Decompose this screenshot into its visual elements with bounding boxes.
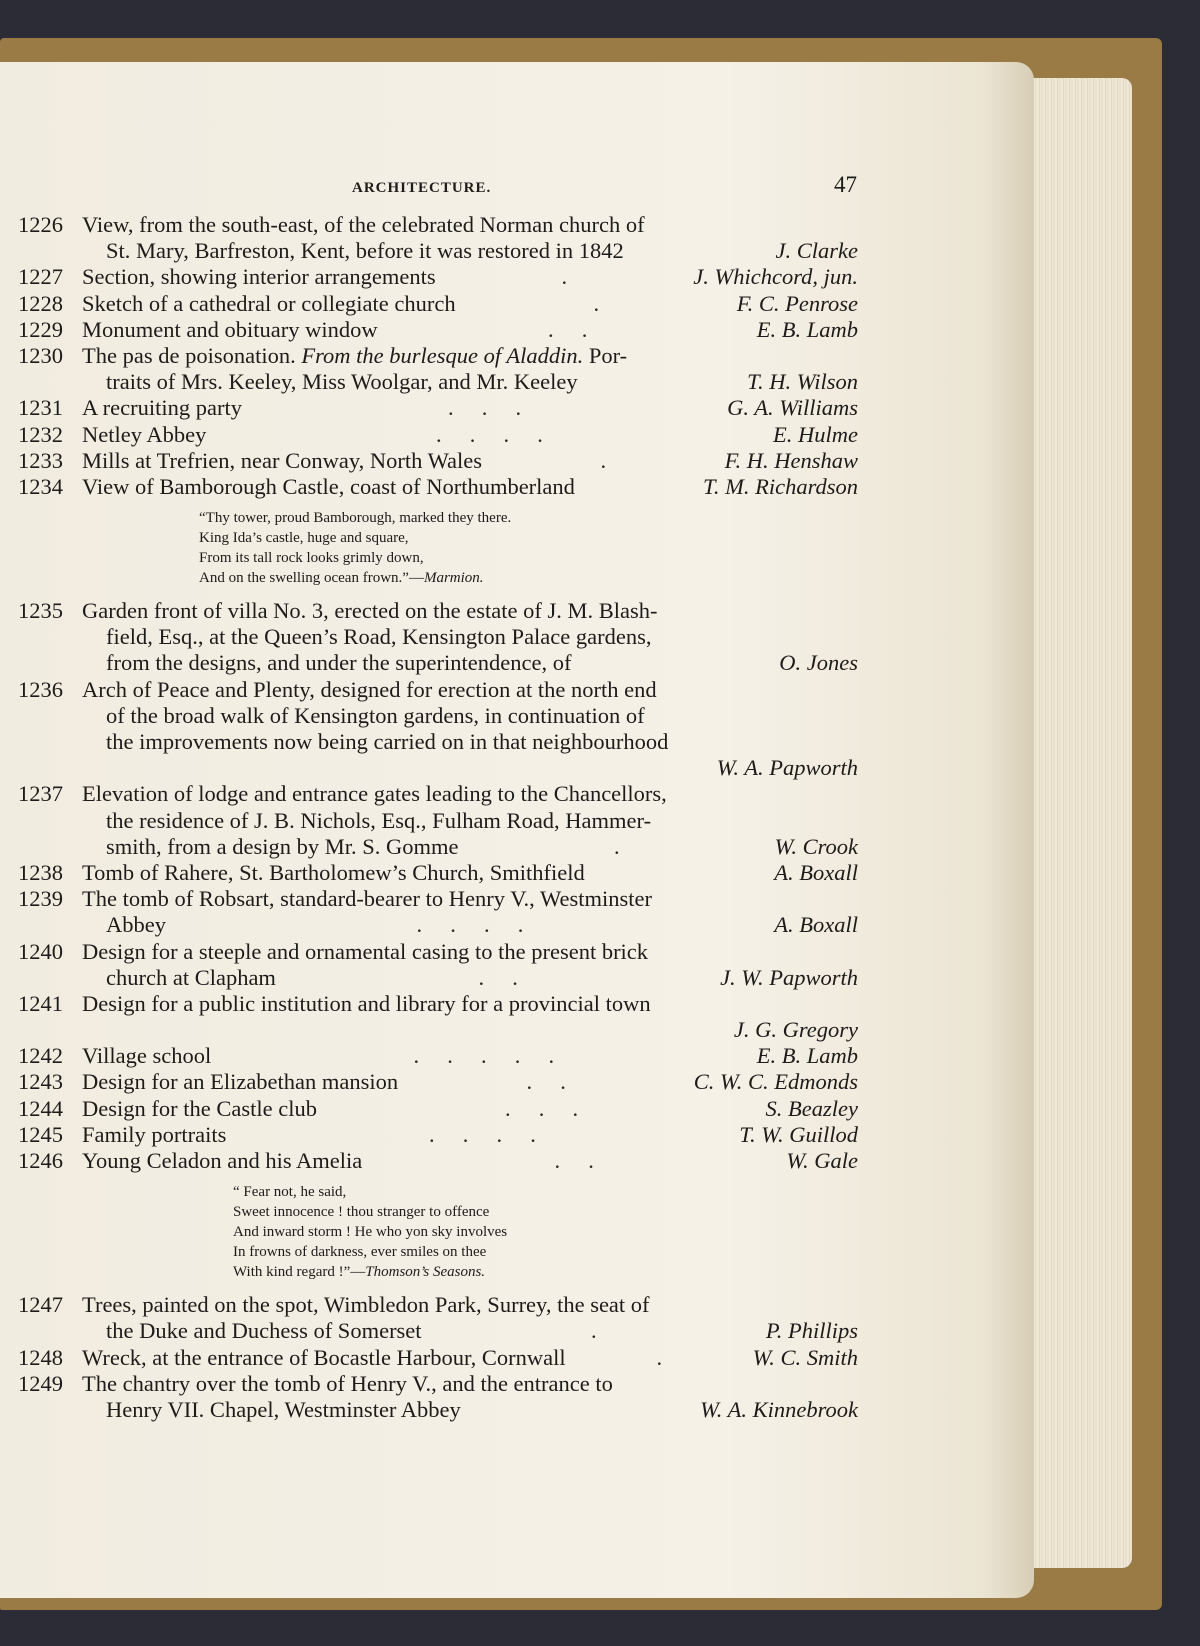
dot-leaders: . . bbox=[526, 1069, 566, 1095]
entry-line bbox=[18, 317, 858, 343]
entry-title: Elevation of lodge and entrance gates leading to the Chancellors, bbox=[82, 781, 667, 807]
entry-line bbox=[18, 1017, 858, 1043]
entry-number: 1228 bbox=[18, 290, 63, 316]
entry-title: Young Celadon and his Amelia bbox=[82, 1148, 363, 1173]
catalogue-entry bbox=[18, 395, 858, 421]
entry-line bbox=[18, 624, 858, 650]
dot-leaders: . . . . bbox=[416, 912, 524, 938]
entry-line bbox=[18, 1345, 858, 1371]
entry-line bbox=[18, 755, 858, 781]
quote-line: “Thy tower, proud Bamborough, marked they there. bbox=[199, 510, 512, 527]
artist-name: A. Boxall bbox=[774, 912, 858, 938]
artist-name: J. Clarke bbox=[775, 238, 858, 264]
entry-line bbox=[18, 343, 858, 369]
entry-title: traits of Mrs. Keeley, Miss Woolgar, and Mr. Keeley bbox=[106, 369, 578, 395]
entry-title: field, Esq., at the Queen’s Road, Kensington Palace gardens, bbox=[106, 624, 652, 650]
entry-title: A recruiting party bbox=[82, 395, 242, 421]
entry-title: Design for an Elizabethan mansion bbox=[82, 1069, 399, 1095]
entry-line bbox=[18, 422, 858, 448]
entry-line bbox=[18, 650, 858, 676]
catalogue-entry bbox=[18, 939, 858, 991]
quote-attribution: Thomson’s Seasons. bbox=[365, 1264, 486, 1281]
running-head bbox=[352, 172, 857, 202]
dot-leaders: . . bbox=[554, 1148, 594, 1173]
catalogue-list bbox=[18, 212, 858, 1423]
artist-name: W. A. Papworth bbox=[716, 755, 858, 781]
catalogue-entry bbox=[18, 1122, 858, 1148]
entry-number: 1236 bbox=[18, 676, 63, 702]
quotation-seasons bbox=[233, 1182, 858, 1282]
entry-number: 1233 bbox=[18, 447, 63, 473]
catalogue-entry bbox=[18, 781, 858, 860]
quote-line: Sweet innocence ! thou stranger to offence bbox=[233, 1204, 490, 1221]
entry-number: 1247 bbox=[18, 1292, 63, 1318]
artist-name: T. W. Guillod bbox=[739, 1121, 858, 1147]
quote-line: King Ida’s castle, huge and square, bbox=[199, 530, 409, 547]
artist-name: P. Phillips bbox=[765, 1318, 858, 1344]
entry-line bbox=[18, 965, 858, 991]
entry-line bbox=[18, 212, 858, 238]
artist-name: O. Jones bbox=[779, 650, 858, 676]
quote-line: With kind regard !”—Thomson’s Seasons. bbox=[233, 1264, 486, 1281]
entry-title: View of Bamborough Castle, coast of Northumberland bbox=[82, 473, 575, 499]
entry-title: Monument and obituary window bbox=[82, 316, 378, 342]
entry-line bbox=[18, 729, 858, 755]
dot-leaders: . bbox=[591, 1318, 597, 1344]
entry-number: 1248 bbox=[18, 1344, 63, 1370]
dot-leaders: . bbox=[656, 1344, 663, 1370]
entry-line bbox=[18, 1043, 858, 1069]
entry-line bbox=[18, 1397, 858, 1423]
entry-number: 1234 bbox=[18, 473, 63, 499]
artist-name: J. Whichcord, jun. bbox=[693, 264, 858, 290]
catalogue-entry bbox=[18, 860, 858, 886]
entry-title: Village school bbox=[82, 1043, 212, 1069]
entry-line bbox=[18, 395, 858, 421]
quote-line: And on the swelling ocean frown.”—Marmion. bbox=[199, 570, 484, 587]
entry-title: Design for the Castle club bbox=[82, 1095, 317, 1121]
catalogue-entry bbox=[18, 1096, 858, 1122]
artist-name: J. W. Papworth bbox=[720, 964, 858, 990]
catalogue-entry bbox=[18, 343, 858, 395]
entry-title-italic: From the burlesque of Aladdin. bbox=[295, 342, 584, 368]
entry-line bbox=[18, 598, 858, 624]
entry-line bbox=[18, 886, 858, 912]
entry-title: The pas de poisonation. From the burlesque of Aladdin. Por- bbox=[82, 342, 628, 368]
catalogue-entry bbox=[18, 291, 858, 317]
dot-leaders: . bbox=[593, 290, 600, 316]
catalogue-entry bbox=[18, 886, 858, 938]
entry-title: Trees, painted on the spot, Wimbledon Park, Surrey, the seat of bbox=[82, 1292, 650, 1318]
dot-leaders: . . . . bbox=[436, 421, 543, 447]
entry-title: the improvements now being carried on in that neighbourhood bbox=[106, 729, 669, 754]
entry-title: The chantry over the tomb of Henry V., and the entrance to bbox=[82, 1370, 613, 1396]
entry-line bbox=[18, 834, 858, 860]
artist-name: E. Hulme bbox=[773, 421, 858, 447]
entry-title: the Duke and Duchess of Somerset bbox=[106, 1318, 422, 1344]
catalogue-entry bbox=[18, 1371, 858, 1423]
artist-name: W. Gale bbox=[786, 1148, 858, 1173]
entry-line bbox=[18, 781, 858, 807]
book-page bbox=[0, 62, 1034, 1598]
entry-number: 1232 bbox=[18, 421, 63, 447]
dot-leaders: . . . bbox=[448, 395, 522, 421]
artist-name: F. H. Henshaw bbox=[724, 447, 858, 473]
artist-name: W. Crook bbox=[774, 833, 858, 859]
entry-number: 1229 bbox=[18, 316, 63, 342]
catalogue-entry bbox=[18, 317, 858, 343]
dot-leaders: . . bbox=[548, 316, 588, 342]
entry-title: Garden front of villa No. 3, erected on the estate of J. M. Blash- bbox=[82, 598, 658, 624]
catalogue-entry bbox=[18, 1043, 858, 1069]
quote-line: From its tall rock looks grimly down, bbox=[199, 550, 424, 567]
entry-title: smith, from a design by Mr. S. Gomme bbox=[106, 833, 459, 859]
entry-number: 1243 bbox=[18, 1069, 63, 1095]
artist-name: E. B. Lamb bbox=[756, 1043, 858, 1069]
dot-leaders: . . . . bbox=[429, 1121, 536, 1147]
artist-name: T. M. Richardson bbox=[703, 473, 858, 499]
artist-name: T. H. Wilson bbox=[747, 369, 858, 395]
entry-title: Section, showing interior arrangements bbox=[82, 264, 436, 290]
entry-line bbox=[18, 1148, 858, 1174]
entry-title: Mills at Trefrien, near Conway, North Wales bbox=[82, 447, 483, 473]
entry-title: from the designs, and under the superintendence, of bbox=[106, 650, 572, 676]
entry-title: of the broad walk of Kensington gardens, in continuation of bbox=[106, 702, 645, 728]
artist-name: W. A. Kinnebrook bbox=[700, 1396, 858, 1422]
section-title: ARCHITECTURE. bbox=[352, 180, 492, 196]
entry-number: 1238 bbox=[18, 859, 63, 885]
entry-line bbox=[18, 291, 858, 317]
entry-number: 1230 bbox=[18, 342, 63, 368]
catalogue-entry bbox=[18, 677, 858, 782]
entry-line bbox=[18, 474, 858, 500]
catalogue-entry bbox=[18, 474, 858, 500]
entry-title: Henry VII. Chapel, Westminster Abbey bbox=[106, 1396, 461, 1422]
catalogue-entry bbox=[18, 1292, 858, 1344]
quote-line: “ Fear not, he said, bbox=[233, 1184, 347, 1201]
entry-title: Family portraits bbox=[82, 1121, 227, 1147]
entry-number: 1231 bbox=[18, 395, 63, 421]
entry-number: 1245 bbox=[18, 1121, 63, 1147]
entry-line bbox=[18, 448, 858, 474]
entry-title: View, from the south-east, of the celebrated Norman church of bbox=[82, 212, 645, 237]
quotation-marmion bbox=[199, 508, 858, 588]
dot-leaders: . bbox=[561, 264, 568, 290]
page-number: 47 bbox=[834, 172, 857, 197]
entry-number: 1249 bbox=[18, 1370, 63, 1396]
entry-number: 1235 bbox=[18, 598, 63, 624]
entry-title: The tomb of Robsart, standard-bearer to Henry V., Westminster bbox=[82, 886, 652, 912]
entry-line bbox=[18, 1371, 858, 1397]
artist-name: W. C. Smith bbox=[752, 1344, 858, 1370]
catalogue-entry bbox=[18, 598, 858, 677]
quote-line: And inward storm ! He who yon sky involves bbox=[233, 1224, 508, 1241]
entry-title: St. Mary, Barfreston, Kent, before it was restored in 1842 bbox=[106, 238, 624, 264]
entry-line bbox=[18, 1096, 858, 1122]
catalogue-entry bbox=[18, 212, 858, 264]
entry-number: 1241 bbox=[18, 990, 63, 1016]
entry-line bbox=[18, 991, 858, 1017]
dot-leaders: . . . . . bbox=[413, 1043, 555, 1069]
catalogue-entry bbox=[18, 264, 858, 290]
dot-leaders: . . bbox=[478, 964, 518, 990]
entry-line bbox=[18, 912, 858, 938]
entry-number: 1246 bbox=[18, 1148, 63, 1173]
entry-title: Tomb of Rahere, St. Bartholomew’s Church, Smithfield bbox=[82, 859, 585, 885]
entry-title: Design for a public institution and library for a provincial town bbox=[82, 990, 651, 1016]
entry-line bbox=[18, 238, 858, 264]
entry-line bbox=[18, 264, 858, 290]
artist-name: J. G. Gregory bbox=[733, 1017, 858, 1043]
entry-line bbox=[18, 808, 858, 834]
artist-name: F. C. Penrose bbox=[736, 290, 858, 316]
quote-attribution: Marmion. bbox=[423, 570, 484, 587]
entry-title: Sketch of a cathedral or collegiate church bbox=[82, 290, 456, 316]
entry-number: 1226 bbox=[18, 212, 63, 237]
catalogue-entry bbox=[18, 1345, 858, 1371]
catalogue-entry bbox=[18, 1148, 858, 1174]
entry-title: Arch of Peace and Plenty, designed for erection at the north end bbox=[82, 676, 657, 702]
catalogue-entry bbox=[18, 991, 858, 1043]
catalogue-entry bbox=[18, 422, 858, 448]
artist-name: A. Boxall bbox=[774, 859, 858, 885]
catalogue-entry bbox=[18, 1069, 858, 1095]
dot-leaders: . . . bbox=[505, 1095, 579, 1121]
entry-line bbox=[18, 939, 858, 965]
entry-line bbox=[18, 369, 858, 395]
entry-line bbox=[18, 1122, 858, 1148]
artist-name: C. W. C. Edmonds bbox=[693, 1069, 858, 1095]
entry-line bbox=[18, 1069, 858, 1095]
entry-line bbox=[18, 860, 858, 886]
entry-number: 1244 bbox=[18, 1095, 63, 1121]
entry-number: 1227 bbox=[18, 264, 63, 290]
artist-name: S. Beazley bbox=[765, 1095, 858, 1121]
catalogue-entry bbox=[18, 448, 858, 474]
entry-title: the residence of J. B. Nichols, Esq., Fulham Road, Hammer- bbox=[106, 807, 652, 833]
entry-title: Wreck, at the entrance of Bocastle Harbour, Cornwall bbox=[82, 1344, 566, 1370]
entry-title: Design for a steeple and ornamental casing to the present brick bbox=[82, 938, 649, 964]
artist-name: E. B. Lamb bbox=[756, 316, 858, 342]
entry-number: 1242 bbox=[18, 1043, 63, 1069]
dot-leaders: . bbox=[614, 833, 620, 859]
entry-title-continued: Por- bbox=[583, 342, 628, 368]
entry-line bbox=[18, 677, 858, 703]
entry-number: 1237 bbox=[18, 781, 63, 807]
entry-line bbox=[18, 1318, 858, 1344]
entry-number: 1239 bbox=[18, 886, 63, 912]
entry-title: Netley Abbey bbox=[82, 421, 207, 447]
entry-line bbox=[18, 1292, 858, 1318]
entry-title: church at Clapham bbox=[106, 964, 276, 990]
quote-line: In frowns of darkness, ever smiles on thee bbox=[233, 1244, 487, 1261]
entry-line bbox=[18, 703, 858, 729]
artist-name: G. A. Williams bbox=[727, 395, 858, 421]
dot-leaders: . bbox=[600, 447, 607, 473]
entry-number: 1240 bbox=[18, 938, 63, 964]
entry-title: Abbey bbox=[106, 912, 166, 938]
